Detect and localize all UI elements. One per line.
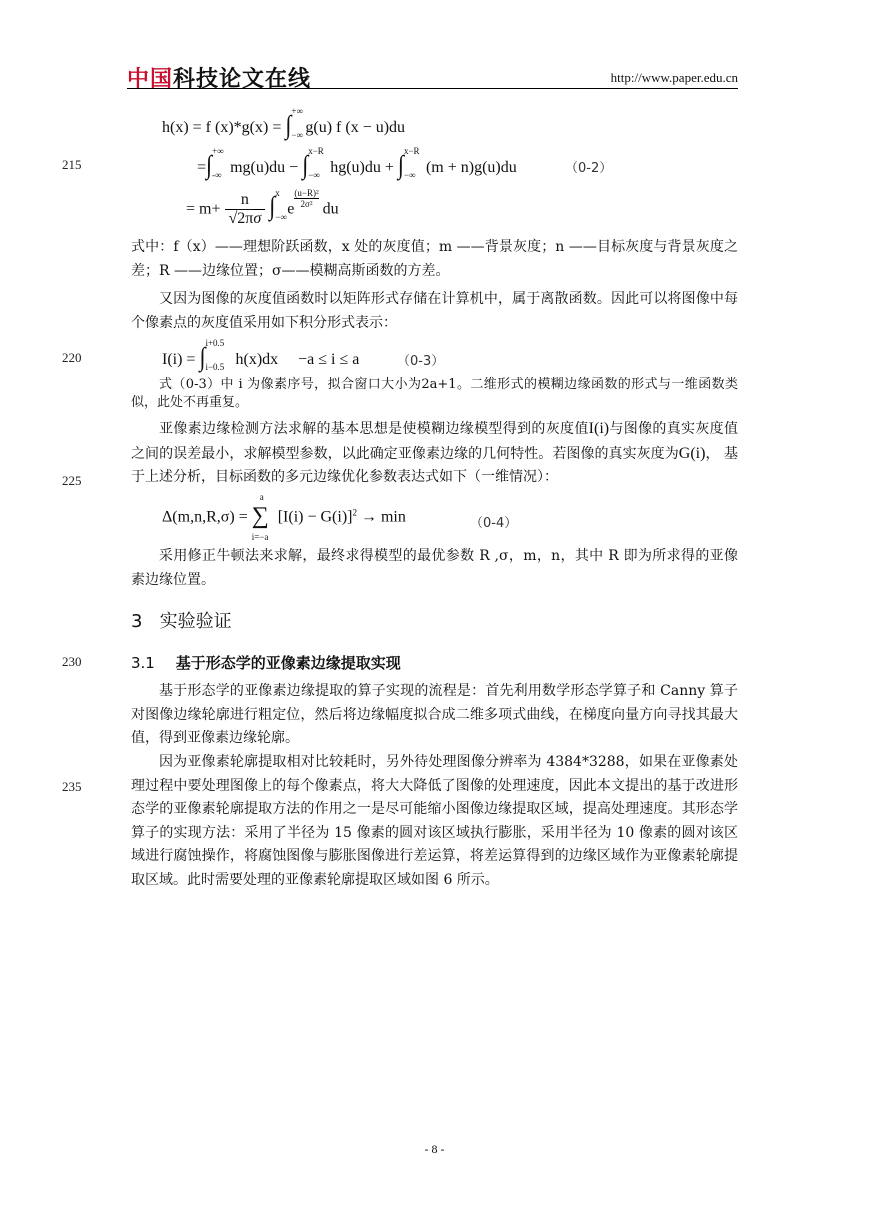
journal-logo: 中国科技论文在线 [127,67,312,92]
section-heading: 3 实验验证 [131,611,232,632]
line-number-235: 235 [62,779,82,794]
subsection-heading: 3.1 基于形态学的亚像素边缘提取实现 [131,654,401,672]
page-number: - 8 - [424,1142,445,1156]
equation-number-0-2: （0-2） [565,161,613,176]
equation-0-2-line3: = m+ $\frac{n}{√2\pi\sigma}$ ∫ x −∞ e $\frac{\text{(u−R)²}}{\text{2σ²}}$ du [186,187,339,228]
line-number-215: 215 [62,157,82,172]
paragraph-window: 式（0-3）中 i 为像素序号，拟合窗口大小为2a+1。二维形式的模糊边缘函数的形式与一维函数类似，此处不再重复。 [131,377,738,410]
paragraph-basic-idea: 亚像素边缘检测方法求解的基本思想是使模糊边缘模型得到的灰度值I(i)与图像的真实灰度值之间的误差最小，求解模型参数，以此确定亚像素边缘的几何特性。若图像的真实灰度为G(i)， 基于上述分析，目标函数的多元边缘优化参数表达式如下（一维情况）： [131,420,739,485]
paragraph-discrete: 又因为图像的灰度值函数时以矩阵形式存储在计算机中，属于离散函数。因此可以将图像中每个像素点的灰度值采用如下积分形式表示： [131,291,738,331]
header-rule [127,88,738,89]
line-number-225: 225 [62,473,82,488]
line-number-230: 230 [62,654,82,669]
paragraph-newton: 采用修正牛顿法来求解，最终求得模型的最优参数 R ,σ，m，n，其中 R 即为所求得的亚像素边缘位置。 [131,548,738,588]
equation-0-4: Δ(m,n,R,σ) = a ∑ i=−a $[I(i) - G(i)]^2 \to \min$ [162,492,406,542]
equation-number-0-4: （0-4） [470,516,518,531]
equation-0-2-line2: =∫ +∞ -∞ mg(u)du − ∫ x−R −∞ hg(u)du + ∫ x−R −∞ (m + n)g(u)du [197,146,517,181]
equation-number-0-3: （0-3） [397,354,445,369]
header-url[interactable]: http://www.paper.edu.cn [610,70,738,85]
equation-0-3: I(i) = ∫ i+0.5 i−0.5 h(x)dx −a ≤ i ≤ a [162,338,360,373]
equation-0-2-line1: h(x) = f (x)*g(x) = ∫ +∞ −∞ g(u) f (x − u)du [162,106,406,141]
paragraph-morphology: 因为亚像素轮廓提取相对比较耗时，另外待处理图像分辨率为 4384*3288，如果在亚像素处理过程中要处理图像上的每个像素点，将大大降低了图像的处理速度，因此本文提出的基于改进形态学的亚像素轮廓提取方法的作用之一是尽可能缩小图像边缘提取区域，提高处理速度。其形态学算子的实现方法：采用了半径为 15 像素的圆对该区域执行膨胀，采用半径为 10 像素的圆对该区域进行腐蚀操作，将腐蚀图像与膨胀图像进行差运算，将差运算得到的边缘区域作为亚像素轮廓提取区域。此时需要处理的亚像素轮廓提取区域如图 6 所示。 [131,754,738,888]
paragraph-symbols: 式中：f（x）——理想阶跃函数，x 处的灰度值；m ——背景灰度；n ——目标灰度与背景灰度之差；R ——边缘位置；σ——模糊高斯函数的方差。 [131,239,738,279]
line-number-220: 220 [62,350,82,365]
paragraph-operator-flow: 基于形态学的亚像素边缘提取的算子实现的流程是：首先利用数学形态学算子和 Canny 算子对图像边缘轮廓进行粗定位，然后将边缘幅度拟合成二维多项式曲线，在梯度向量方向寻找其最大值，得到亚像素边缘轮廓。 [131,683,738,746]
